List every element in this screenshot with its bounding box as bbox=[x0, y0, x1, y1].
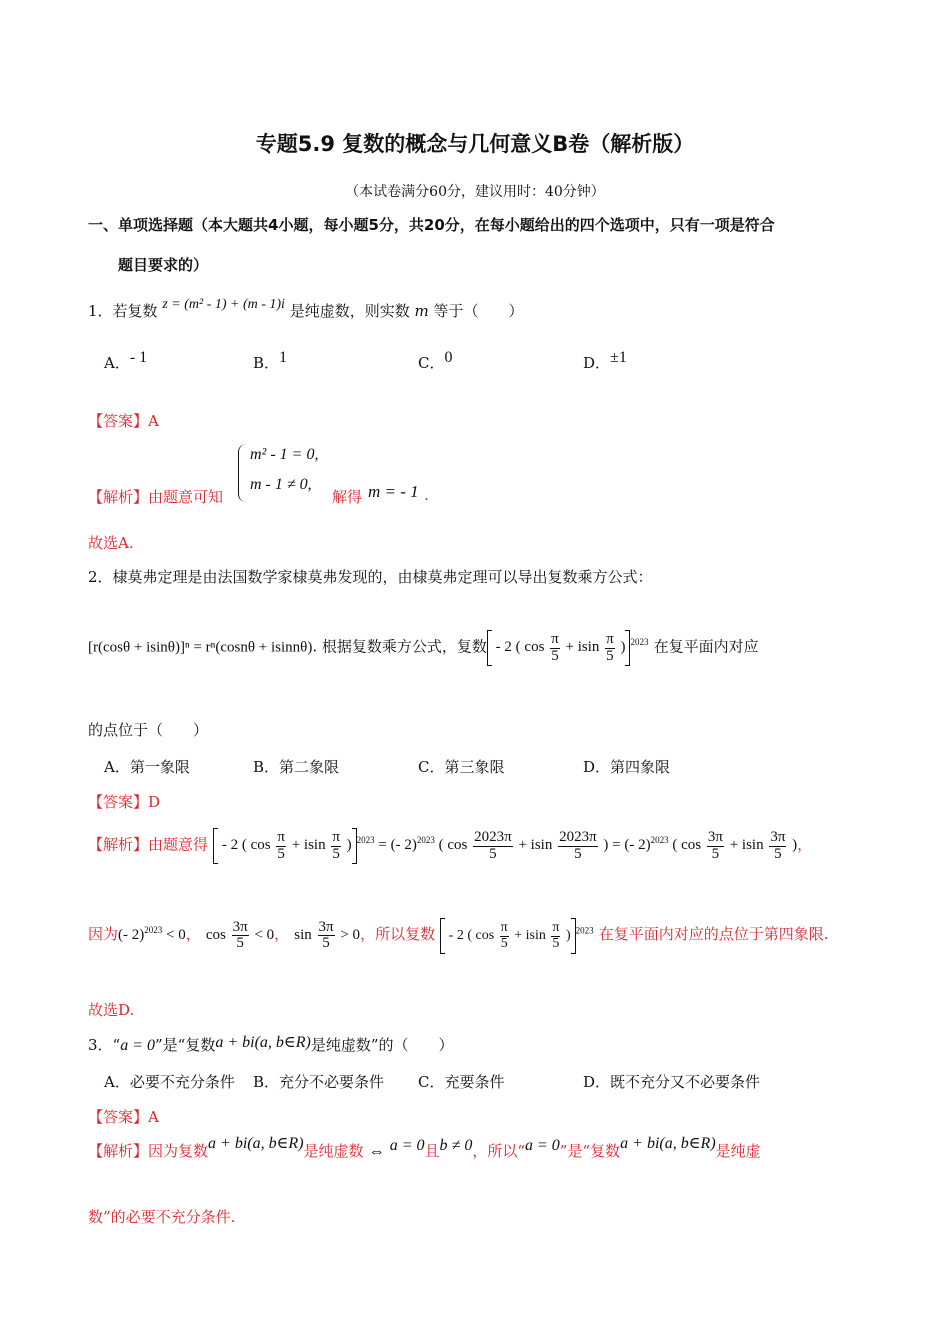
q2-answer: 【答案】D bbox=[88, 793, 161, 811]
q1-option-a[interactable]: A．- 1 bbox=[104, 349, 148, 372]
section-heading-line1: 一、单项选择题（本大题共4小题，每小题5分，共20分，在每小题给出的四个选项中，只有一项是符合 bbox=[88, 216, 775, 234]
q1-option-d[interactable]: D．±1 bbox=[583, 349, 627, 372]
q2-conclusion: 故选D. bbox=[88, 1001, 135, 1019]
q2-option-b[interactable]: B．第二象限 bbox=[253, 758, 340, 776]
q1-conclusion: 故选A. bbox=[88, 534, 134, 552]
q1-system-brace bbox=[238, 444, 247, 502]
q3-analysis-line1: 【解析】因为复数a + bi(a, b∈R)是纯虚数 ⇔ a = 0且b ≠ 0，所以“a = 0”是“复数a + bi(a, b∈R)是纯虚 bbox=[88, 1135, 761, 1160]
q1-formula: z = (m² - 1) + (m - 1)i bbox=[162, 297, 285, 312]
q3-option-a[interactable]: A．必要不充分条件 bbox=[104, 1073, 235, 1091]
q3-option-b[interactable]: B．充分不必要条件 bbox=[253, 1073, 385, 1091]
q2-analysis-line2: 因为(- 2)$^{2023}$ < 0， cos $\frac{3\pi}{5}$ < 0， sin $\frac{3\pi}{5}$ > 0，所以复数 - 2 ( cos $\frac{\pi}{5}$ + isin $\frac{\pi}{5}$ ) $^{2023}$ 在复平面内对应的点位于第四象限. bbox=[88, 918, 829, 954]
q2-analysis-line1: 【解析】由题意得 - 2 ( cos $\frac{\pi}{5}$ + isin $\frac{\pi}{5}$ ) $^{2023}$ = (- 2)$^{2023}$ ( cos $\frac{2023\pi}{5}$ + isin $\frac{2023\pi}{5}$ ) = (- 2)$^{2023}$ ( cos $\frac{3\pi}{5}$ + isin $\frac{3\pi}{5}$ )， bbox=[88, 828, 812, 864]
q2-stem-line3: 的点位于（ ） bbox=[88, 721, 209, 739]
q2-demoivre-formula: [r(cosθ + isinθ)]ⁿ = rⁿ(cosnθ + isinnθ) bbox=[88, 639, 313, 656]
q1-stem: 1．若复数 z = (m² - 1) + (m - 1)i 是纯虚数，则实数 m 等于（ ） bbox=[88, 297, 524, 320]
q2-option-c[interactable]: C．第三象限 bbox=[418, 758, 505, 776]
q2-complex-expr: - 2 ( cos $\frac{\pi}{5}$ + isin $\frac{\pi}{5}$ ) $^{2023}$ bbox=[487, 639, 649, 655]
q3-answer: 【答案】A bbox=[88, 1108, 159, 1126]
q3-option-d[interactable]: D．既不充分又不必要条件 bbox=[583, 1073, 761, 1091]
q1-option-c[interactable]: C．0 bbox=[418, 349, 453, 372]
q3-stem: 3．“a = 0”是“复数a + bi(a, b∈R)是纯虚数”的（ ） bbox=[88, 1034, 454, 1054]
q3-analysis-line2: 数”的必要不充分条件. bbox=[88, 1208, 236, 1226]
q1-analysis-result: m = - 1 bbox=[368, 482, 419, 501]
q2-option-a[interactable]: A．第一象限 bbox=[104, 758, 190, 776]
q2-option-d[interactable]: D．第四象限 bbox=[583, 758, 671, 776]
q1-answer: 【答案】A bbox=[88, 412, 159, 430]
q3-option-c[interactable]: C．充要条件 bbox=[418, 1073, 505, 1091]
q1-analysis-mid: 解得 bbox=[332, 488, 363, 506]
q1-system-line1: m² - 1 = 0, bbox=[250, 446, 319, 463]
page-subtitle: （本试卷满分60分，建议用时：40分钟） bbox=[345, 184, 605, 200]
q1-analysis-head: 【解析】由题意可知 bbox=[88, 488, 224, 506]
section-heading-line2: 题目要求的） bbox=[118, 256, 209, 274]
q2-stem-line1: 2．棣莫弗定理是由法国数学家棣莫弗发现的，由棣莫弗定理可以导出复数乘方公式： bbox=[88, 568, 653, 586]
q1-system-line2: m - 1 ≠ 0, bbox=[250, 476, 312, 493]
q2-stem-line2: [r(cosθ + isinθ)]ⁿ = rⁿ(cosnθ + isinnθ). 根据复数乘方公式，复数 - 2 ( cos $\frac{\pi}{5}$ + isin $\frac{\pi}{5}$ ) $^{2023}$ 在复平面内对应 bbox=[88, 630, 759, 666]
page-title: 专题5.9 复数的概念与几何意义B卷（解析版） bbox=[255, 132, 695, 156]
q1-option-b[interactable]: B．1 bbox=[253, 349, 288, 372]
